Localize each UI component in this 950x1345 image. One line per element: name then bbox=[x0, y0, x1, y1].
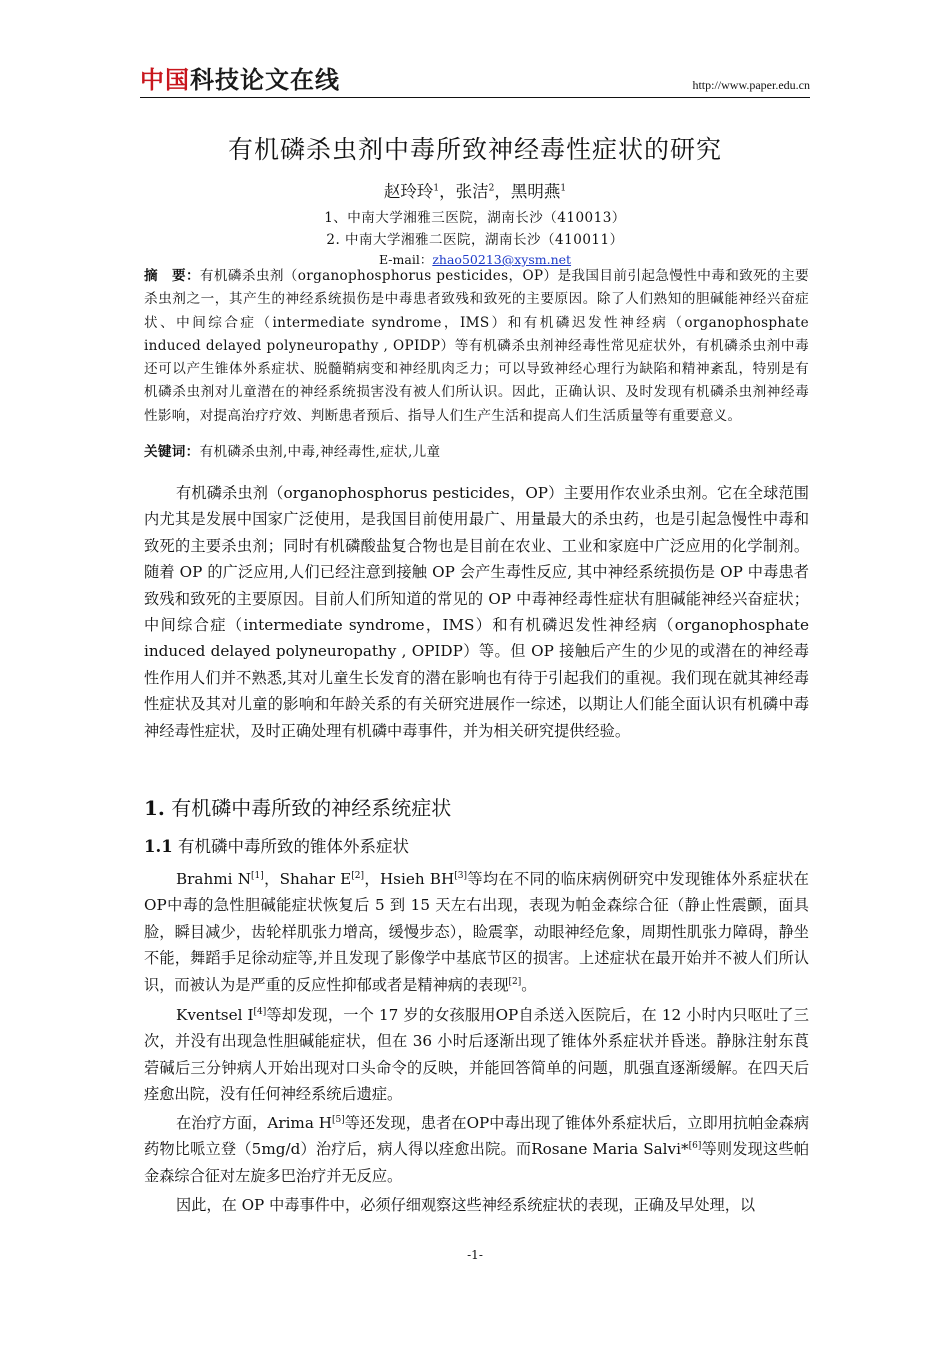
body-paragraph bbox=[144, 1002, 809, 1108]
keywords-text: 有机磷杀虫剂,中毒,神经毒性,症状,儿童 bbox=[199, 444, 441, 460]
section-title: 有机磷中毒所致的神经系统症状 bbox=[171, 796, 452, 820]
abstract-label: 摘 要： bbox=[144, 268, 200, 284]
citation: [2] bbox=[351, 870, 365, 881]
abstract-text: 有机磷杀虫剂（organophosphorus pesticides，OP）是我国目前引起急慢性中毒和致死的主要杀虫剂之一，其产生的神经系统损伤是中毒患者致残和致死的主要原因。除了人们熟知的胆碱能神经兴奋症状、中间综合症（intermediate syndrome，IMS）和有机磷迟发性神经病（organophosphate induced delayed polyneuropathy , OPIDP）等有机磷杀虫剂神经毒性常见症状外，有机磷杀虫剂中毒还可以产生锥体外系症状、脱髓鞘病变和神经肌肉乏力；可以导致神经心理行为缺陷和精神紊乱，特别是有机磷杀虫剂对儿童潜在的神经系统损害没有被人们所认识。因此，正确认识、及时发现有机磷杀虫剂神经毒性影响，对提高治疗疗效、判断患者预后、指导人们生产生活和提高人们生活质量等有重要意义。 bbox=[144, 268, 809, 424]
body-paragraph bbox=[144, 866, 809, 998]
citation: [2] bbox=[508, 976, 522, 987]
header-url: http://www.paper.edu.cn bbox=[692, 78, 810, 92]
text-run: 在治疗方面，Arima H bbox=[176, 1114, 333, 1132]
journal-logo bbox=[140, 66, 340, 94]
text-run: Kventsel I bbox=[176, 1006, 254, 1024]
journal-header bbox=[140, 66, 810, 98]
citation: [1] bbox=[251, 870, 264, 881]
text-run: 等却发现，一个 17 岁的女孩服用OP自杀送入医院后，在 12 小时内只呕吐了三次，并没有出现急性胆碱能症状，但在 36 小时后逐渐出现了锥体外系症状并昏迷。静脉注射东莨菪碱后三分钟病人开始出现对口头命令的反映，并能回答简单的问题，肌强直逐渐缓解。在四天后痊愈出院，没有任何神经系统后遗症。 bbox=[144, 1006, 809, 1104]
email-link[interactable]: zhao50213@xysm.net bbox=[432, 252, 572, 267]
logo-dark-text: 科技论文在线 bbox=[190, 66, 340, 94]
header-divider bbox=[140, 97, 810, 98]
text-run: 等均在不同的临床病例研究中发现锥体外系症状在OP中毒的急性胆碱能症状恢复后 5 到 15 天左右出现，表现为帕金森综合征（静止性震颤，面具脸，瞬目减少，齿轮样肌张力增高，缓慢步态），睑震挛，动眼神经危象，周期性肌张力障碍，静坐不能，舞蹈手足徐动症等,并且发现了影像学中基底节区的损害。上述症状在最开始并不被人们所认识，而被认为是严重的反应性抑郁或者是精神病的表现 bbox=[144, 870, 809, 994]
citation: [5] bbox=[332, 1114, 345, 1125]
section-heading bbox=[144, 792, 451, 821]
subsection-heading bbox=[144, 833, 409, 857]
author-name: 赵玲玲 bbox=[383, 182, 434, 201]
page-number: -1- bbox=[467, 1248, 483, 1262]
affiliation-2: 2. 中南大学湘雅二医院，湖南长沙（410011） bbox=[326, 232, 624, 248]
body-paragraph: 因此，在 OP 中毒事件中，必须仔细观察这些神经系统症状的表现，正确及早处理，以 bbox=[176, 1196, 756, 1214]
logo-red-text: 中国 bbox=[140, 66, 190, 94]
author-sup: 1 bbox=[560, 183, 567, 194]
citation: [4] bbox=[253, 1006, 267, 1017]
citation: [3] bbox=[454, 870, 467, 881]
email-label: E-mail： bbox=[378, 252, 433, 267]
text-run: 。 bbox=[521, 975, 537, 994]
section-number: 1. bbox=[144, 796, 165, 820]
keywords-label: 关键词： bbox=[144, 444, 200, 460]
author-sup: 2 bbox=[488, 183, 495, 194]
text-run: Brahmi N bbox=[176, 870, 251, 888]
author-sup: 1 bbox=[433, 183, 440, 194]
text-run: ，Hsieh BH bbox=[364, 870, 455, 888]
intro-paragraph: 有机磷杀虫剂（organophosphorus pesticides，OP）主要用作农业杀虫剂。它在全球范围内尤其是发展中国家广泛使用，是我国目前使用最广、用量最大的杀虫药，也是引起急慢性中毒和致死的主要杀虫剂；同时有机磷酸盐复合物也是目前在农业、工业和家庭中广泛应用的化学制剂。随着 OP 的广泛应用,人们已经注意到接触 OP 会产生毒性反应, 其中神经系统损伤是 OP 中毒患者致残和致死的主要原因。目前人们所知道的常见的 OP 中毒神经毒性症状有胆碱能神经兴奋症状；中间综合症（intermediate syndrome，IMS）和有机磷迟发性神经病（organophosphate induced delayed polyneuropathy , OPIDP）等。但 OP 接触后产生的少见的或潜在的神经毒性作用人们并不熟悉,其对儿童生长发育的潜在影响也有待于引起我们的重视。我们现在就其神经毒性症状及其对儿童的影响和年龄关系的有关研究进展作一综述，以期让人们能全面认识有机磷中毒神经毒性症状，及时正确处理有机磷中毒事件，并为相关研究提供经验。 bbox=[144, 484, 809, 740]
text-run: 等还发现，患者在OP中毒出现了锥体外系症状后，立即用抗帕金森病药物比哌立登（5mg/d）治疗后，病人得以痊愈出院。而Rosane Maria Salvi* bbox=[144, 1114, 810, 1159]
abstract bbox=[144, 265, 809, 428]
author-name: ，张洁 bbox=[439, 182, 489, 201]
author-name: ，黑明燕 bbox=[494, 182, 561, 201]
author-list bbox=[140, 178, 810, 202]
text-run: ，Shahar E bbox=[263, 870, 352, 888]
subsection-title: 有机磷中毒所致的锥体外系症状 bbox=[177, 837, 409, 856]
citation: [6] bbox=[688, 1141, 702, 1152]
text-run: 等则发现这些帕金森综合征对左旋多巴治疗并无反应。 bbox=[144, 1140, 809, 1185]
paper-title: 有机磷杀虫剂中毒所致神经毒性症状的研究 bbox=[227, 135, 722, 164]
keywords bbox=[144, 440, 809, 460]
body-paragraph bbox=[144, 1110, 809, 1189]
affiliation-1: 1、中南大学湘雅三医院，湖南长沙（410013） bbox=[324, 210, 626, 226]
subsection-number: 1.1 bbox=[144, 837, 173, 856]
